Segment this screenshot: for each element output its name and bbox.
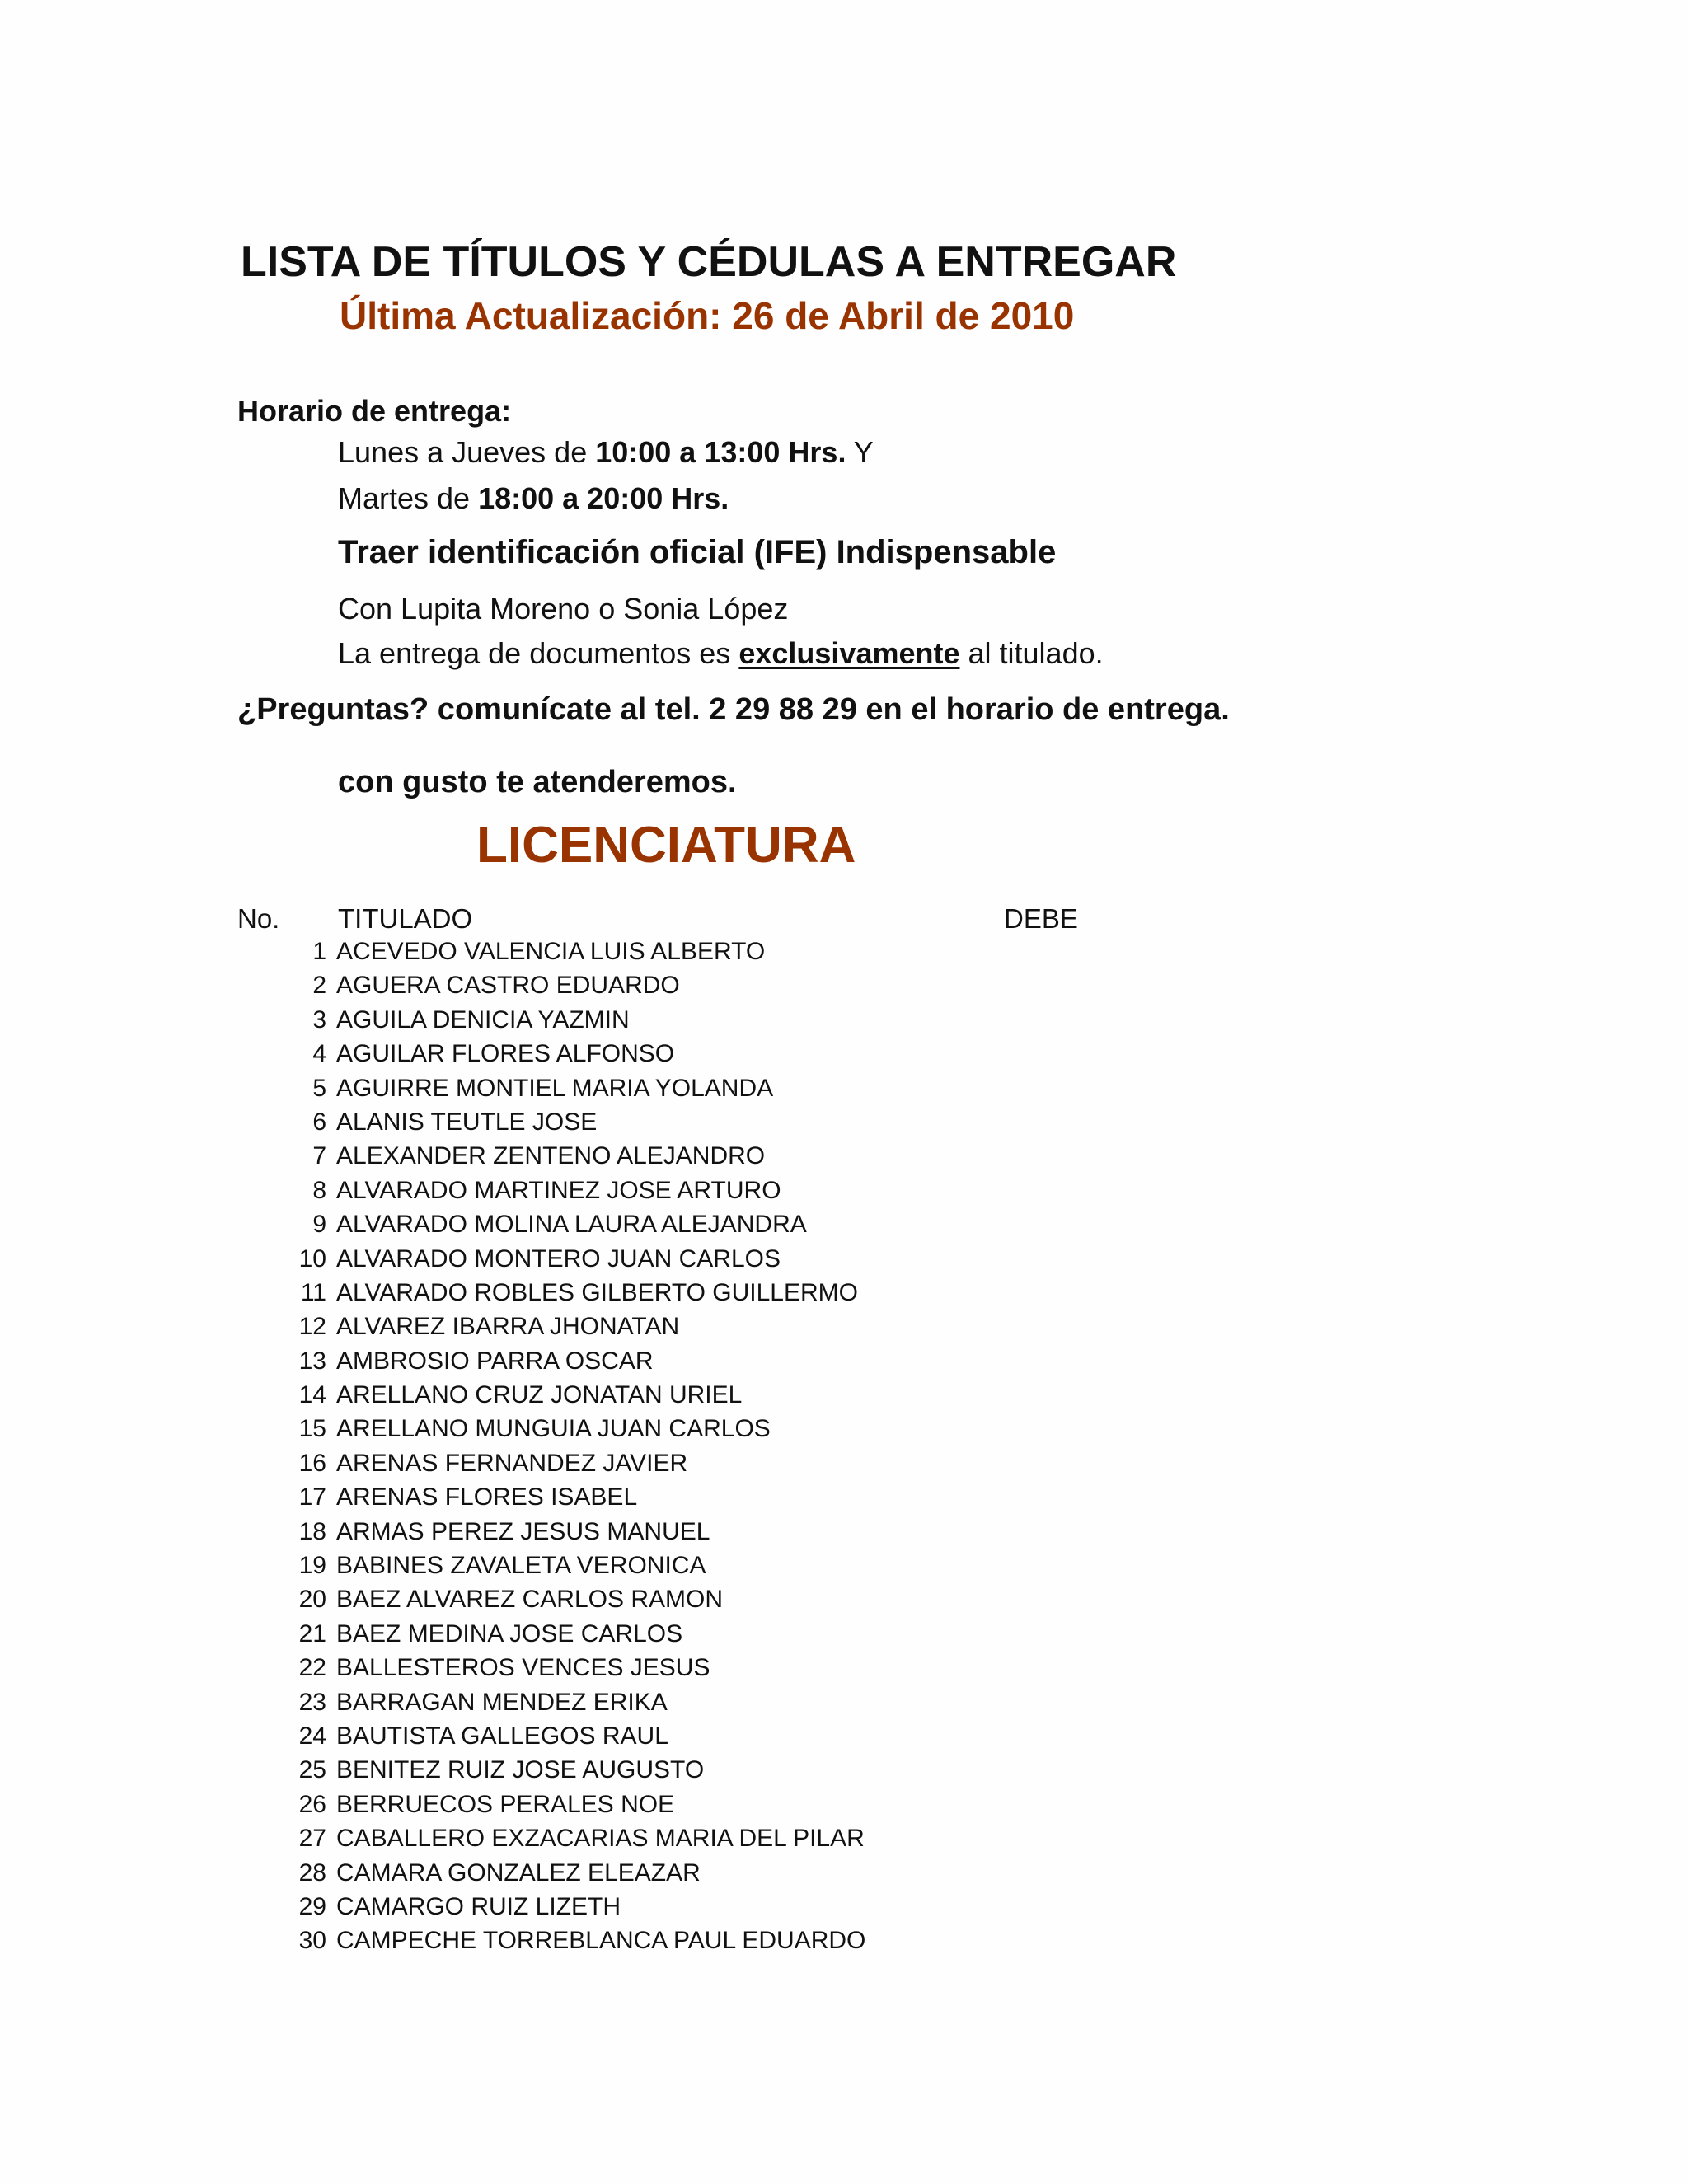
row-number: 19 [298, 1552, 326, 1580]
table-row [0, 1040, 1688, 1074]
row-number: 21 [298, 1619, 326, 1647]
table-row [0, 1108, 1688, 1142]
row-name: BALLESTEROS VENCES JESUS [336, 1654, 710, 1682]
column-header-titulado: TITULADO [338, 903, 473, 934]
row-name: BENITEZ RUIZ JOSE AUGUSTO [336, 1756, 705, 1784]
table-row [0, 1893, 1688, 1927]
row-name: ARENAS FERNANDEZ JAVIER [336, 1449, 688, 1477]
table-row [0, 1518, 1688, 1552]
table-row [0, 1825, 1688, 1858]
row-name: ALVARADO MOLINA LAURA ALEJANDRA [336, 1211, 807, 1239]
document-title: LISTA DE TÍTULOS Y CÉDULAS A ENTREGAR [241, 238, 1177, 286]
table-row [0, 1586, 1688, 1619]
table-row [0, 1177, 1688, 1211]
row-name: ALVARADO MARTINEZ JOSE ARTURO [336, 1176, 781, 1204]
row-number: 27 [298, 1825, 326, 1853]
contact-persons: Con Lupita Moreno o Sonia López [338, 592, 789, 626]
table-row [0, 1245, 1688, 1279]
row-number: 22 [298, 1654, 326, 1682]
table-row [0, 1620, 1688, 1654]
table-row [0, 1415, 1688, 1449]
row-number: 14 [298, 1381, 326, 1409]
row-name: ACEVEDO VALENCIA LUIS ALBERTO [336, 938, 766, 965]
table-row [0, 1791, 1688, 1825]
row-name: ALVARADO MONTERO JUAN CARLOS [336, 1244, 781, 1272]
graduates-list [0, 938, 1688, 1961]
table-row [0, 1654, 1688, 1688]
row-name: ARELLANO MUNGUIA JUAN CARLOS [336, 1415, 771, 1443]
row-number: 23 [298, 1688, 326, 1716]
row-number: 20 [298, 1586, 326, 1614]
schedule-line-tuesday [338, 481, 729, 516]
row-number: 25 [298, 1756, 326, 1784]
row-number: 3 [312, 1005, 326, 1033]
row-number: 2 [312, 972, 326, 1000]
column-header-no: No. [237, 903, 280, 934]
table-row [0, 1689, 1688, 1722]
row-name: ARELLANO CRUZ JONATAN URIEL [336, 1381, 743, 1409]
row-number: 10 [298, 1244, 326, 1272]
delivery-text: La entrega de documentos es [338, 636, 739, 670]
row-number: 15 [298, 1415, 326, 1443]
row-name: CAMARA GONZALEZ ELEAZAR [336, 1858, 701, 1886]
closing-note: con gusto te atenderemos. [338, 765, 737, 799]
row-name: BAEZ ALVAREZ CARLOS RAMON [336, 1586, 723, 1614]
table-row [0, 1381, 1688, 1415]
row-name: AGUIRRE MONTIEL MARIA YOLANDA [336, 1074, 774, 1102]
row-name: BAEZ MEDINA JOSE CARLOS [336, 1619, 683, 1647]
schedule-text: Y [846, 435, 874, 469]
last-update: Última Actualización: 26 de Abril de 2010 [340, 294, 1075, 337]
exclusive-emphasis: exclusivamente [738, 636, 960, 670]
row-name: BAUTISTA GALLEGOS RAUL [336, 1722, 668, 1750]
table-row [0, 1006, 1688, 1040]
row-number: 29 [298, 1892, 326, 1920]
schedule-hours: 18:00 a 20:00 Hrs. [478, 481, 729, 515]
row-name: ALVARADO ROBLES GILBERTO GUILLERMO [336, 1278, 858, 1306]
schedule-line-weekdays [338, 435, 874, 470]
table-row [0, 1279, 1688, 1313]
table-row [0, 1927, 1688, 1961]
row-name: AMBROSIO PARRA OSCAR [336, 1347, 654, 1375]
questions-phone: ¿Preguntas? comunícate al tel. 2 29 88 29 en el horario de entrega. [237, 692, 1230, 727]
row-name: BABINES ZAVALETA VERONICA [336, 1552, 706, 1580]
row-name: ALVAREZ IBARRA JHONATAN [336, 1313, 680, 1341]
table-row [0, 1142, 1688, 1176]
table-row [0, 938, 1688, 972]
row-number: 28 [298, 1858, 326, 1886]
row-name: ARMAS PEREZ JESUS MANUEL [336, 1517, 710, 1545]
row-number: 18 [298, 1517, 326, 1545]
table-row [0, 1211, 1688, 1244]
row-name: CAMARGO RUIZ LIZETH [336, 1892, 621, 1920]
row-name: AGUILAR FLORES ALFONSO [336, 1040, 675, 1068]
column-header-debe: DEBE [1004, 903, 1078, 934]
row-number: 8 [312, 1176, 326, 1204]
row-name: AGUERA CASTRO EDUARDO [336, 972, 680, 1000]
id-requirement: Traer identificación oficial (IFE) Indispensable [338, 534, 1057, 570]
section-heading: LICENCIATURA [476, 817, 856, 874]
row-number: 17 [298, 1483, 326, 1511]
row-number: 13 [298, 1347, 326, 1375]
row-name: BARRAGAN MENDEZ ERIKA [336, 1688, 668, 1716]
row-number: 5 [312, 1074, 326, 1102]
row-number: 12 [298, 1313, 326, 1341]
row-number: 16 [298, 1449, 326, 1477]
schedule-text: Lunes a Jueves de [338, 435, 596, 469]
row-number: 26 [298, 1790, 326, 1818]
row-name: BERRUECOS PERALES NOE [336, 1790, 675, 1818]
table-row [0, 1552, 1688, 1586]
delivery-note [338, 636, 1104, 671]
row-number: 11 [300, 1278, 326, 1306]
table-row [0, 1483, 1688, 1517]
table-row [0, 1756, 1688, 1790]
row-name: ALANIS TEUTLE JOSE [336, 1108, 598, 1136]
schedule-hours: 10:00 a 13:00 Hrs. [595, 435, 846, 469]
schedule-label: Horario de entrega: [237, 394, 512, 428]
row-number: 30 [298, 1927, 326, 1955]
table-row [0, 1347, 1688, 1381]
row-number: 9 [312, 1211, 326, 1239]
table-row [0, 1722, 1688, 1756]
row-number: 4 [312, 1040, 326, 1068]
row-name: ARENAS FLORES ISABEL [336, 1483, 638, 1511]
row-name: CABALLERO EXZACARIAS MARIA DEL PILAR [336, 1825, 865, 1853]
row-number: 1 [312, 938, 326, 965]
table-row [0, 1313, 1688, 1347]
delivery-text: al titulado. [959, 636, 1104, 670]
row-name: ALEXANDER ZENTENO ALEJANDRO [336, 1142, 766, 1170]
row-number: 24 [298, 1722, 326, 1750]
table-row [0, 972, 1688, 1005]
table-row [0, 1859, 1688, 1893]
row-number: 6 [312, 1108, 326, 1136]
row-name: AGUILA DENICIA YAZMIN [336, 1005, 630, 1033]
table-row [0, 1075, 1688, 1108]
schedule-text: Martes de [338, 481, 479, 515]
table-row [0, 1450, 1688, 1483]
row-name: CAMPECHE TORREBLANCA PAUL EDUARDO [336, 1927, 866, 1955]
row-number: 7 [312, 1142, 326, 1170]
